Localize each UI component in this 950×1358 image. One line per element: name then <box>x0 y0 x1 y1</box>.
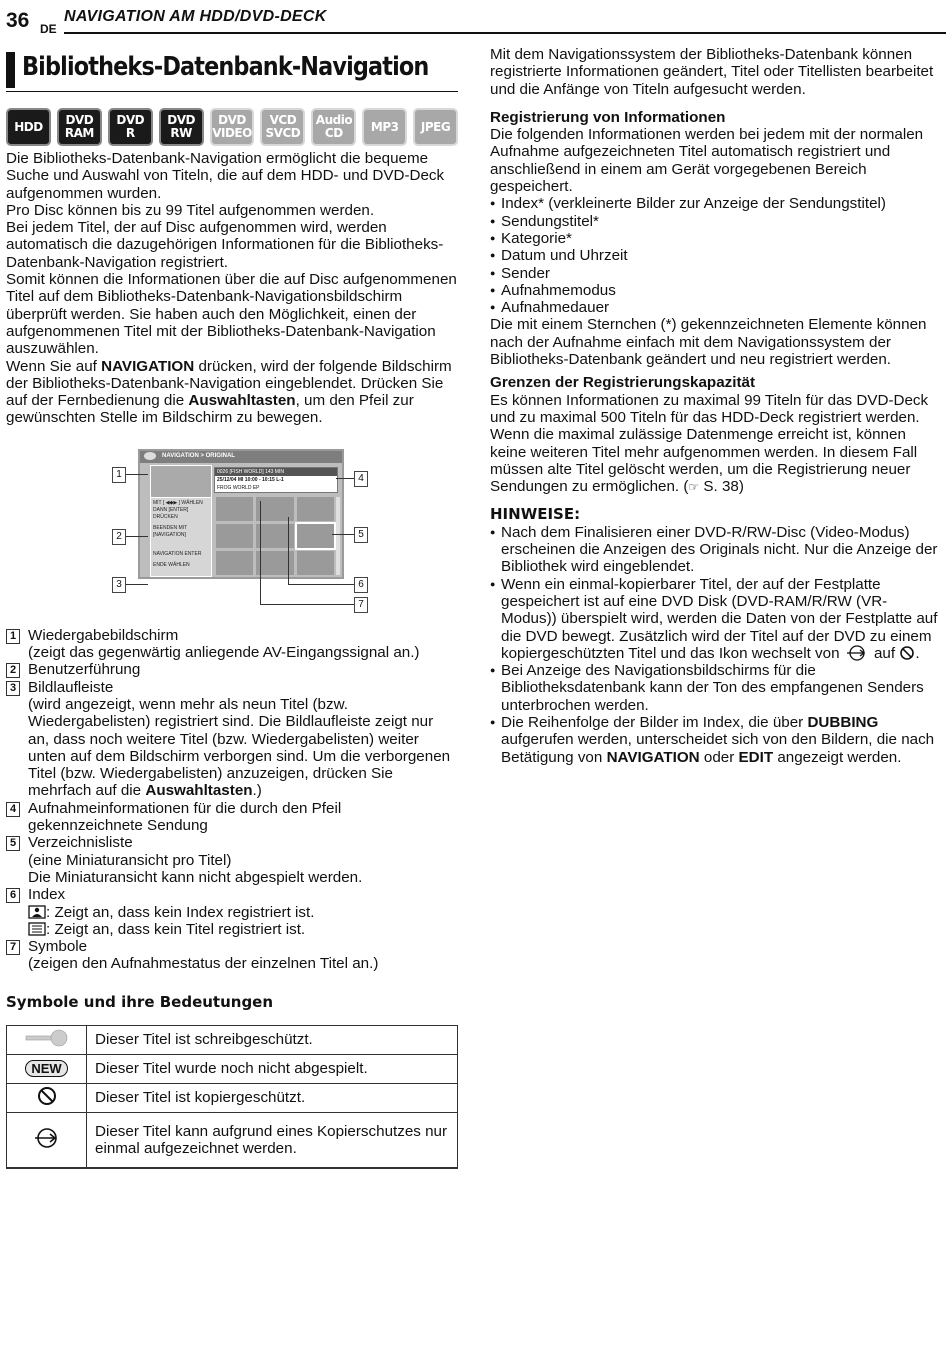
list-item: ● Datum und Uhrzeit <box>490 247 942 264</box>
legend-number: 2 <box>6 663 20 678</box>
guide-line-3: NAVIGATION ENTER <box>153 550 202 557</box>
legend-item-7 <box>6 938 458 973</box>
badge-dvd-video <box>210 108 255 146</box>
legend-text: Aufnahmeinformationen für die durch den Pfeil gekennzeichnete Sendung <box>28 799 342 835</box>
legend-text: Bildlaufleiste <box>28 678 114 696</box>
badge-vcd-svcd-label: VCD SVCD <box>265 113 301 140</box>
index-no-title-line <box>28 921 458 938</box>
p5-selection-keys: Auswahltasten <box>188 392 296 410</box>
title-bar <box>6 52 15 88</box>
guide-line-2: BEENDEN MIT [NAVIGATION] <box>153 524 188 538</box>
thumbnail-selected[interactable] <box>297 524 334 548</box>
user-guide-box <box>150 497 212 577</box>
registration-text: Die folgenden Informationen werden bei jedem mit der normalen Aufnahme aufgezeichneten Titel automatisch registriert und anschließend in einem am Gerät vorgegebenen Bereich gespeichert. <box>490 126 924 196</box>
legend-text: (zeigen den Aufnahmestatus der einzelnen Titel an.) <box>28 955 379 973</box>
symbol-cell <box>7 1112 87 1168</box>
callout-1: 1 <box>112 467 126 483</box>
table-row <box>7 1025 458 1054</box>
screen-header-text: NAVIGATION > ORIGINAL <box>162 452 235 459</box>
note-2-text-b: auf <box>869 644 900 662</box>
thumbnail[interactable] <box>297 551 334 575</box>
legend-text: Die Miniaturansicht kann nicht abgespielt werden. <box>28 868 363 886</box>
capacity-text-main: Es können Informationen zu maximal 99 Titeln für das DVD-Deck und zu maximal 500 Titeln für das HDD-Deck registriert werden. Wenn die maximal zulässige Datenmenge erreicht ist, können keine weiteren Titel mehr aufgenommen werden. In diesem Fall müssen alte Titel gelöscht werden, um die Registrierung neuer Sendungen zu ermöglichen. ( <box>490 391 929 496</box>
table-row <box>7 1083 458 1112</box>
legend-number: 7 <box>6 940 20 955</box>
leader-6 <box>288 584 354 585</box>
legend-text: Benutzerführung <box>28 661 141 679</box>
callout-5: 5 <box>354 527 368 543</box>
new-icon: NEW <box>25 1060 67 1077</box>
legend-text: (eine Miniaturansicht pro Titel) <box>28 851 232 869</box>
symbol-cell <box>7 1025 87 1054</box>
left-column <box>6 46 458 1169</box>
symbol-description: Dieser Titel ist kopiergeschützt. <box>87 1083 458 1112</box>
guide-line-4: ENDE WÄHLEN <box>153 561 190 568</box>
symbol-cell <box>7 1083 87 1112</box>
leader-7 <box>260 604 354 605</box>
no-index-icon <box>28 905 46 919</box>
table-row <box>7 1112 458 1168</box>
right-intro: Mit dem Navigationssystem der Bibliotheks-Datenbank können registrierte Informationen geändert, Titel oder Titellisten bearbeitet und die Anfänge von Titeln aufgesucht werden. <box>490 46 934 98</box>
note-4-text-a: Die Reihenfolge der Bilder im Index, die über <box>501 713 808 731</box>
leader-5 <box>332 534 354 535</box>
legend-number: 4 <box>6 802 20 817</box>
disc-badges <box>6 108 458 146</box>
section-title: NAVIGATION AM HDD/DVD-DECK <box>64 8 327 25</box>
list-item: ● Sendungstitel* <box>490 213 942 230</box>
list-item: ● Sender <box>490 265 942 282</box>
thumbnail-grid <box>216 497 334 575</box>
registration-note: Die mit einem Sternchen (*) gekennzeichneten Elemente können nach der Aufnahme einfach mit dem Navigationssystem der Bibliotheks-Datenbank geändert und neu registriert werden. <box>490 316 927 369</box>
capacity-page-ref: S. 38) <box>699 478 744 496</box>
legend-text: (zeigt das gegenwärtig anliegende AV-Eingangssignal an.) <box>28 644 420 662</box>
main-title-block <box>6 46 458 92</box>
badge-dvd-r-label: DVD R <box>116 113 145 140</box>
legend-item-2 <box>6 661 458 678</box>
note-2-text-a: Wenn ein einmal-kopierbarer Titel, der auf der Festplatte gespeichert ist auf eine DVD Disk (DVD-RAM/R/RW (VR-Modus)) überspielt wird, werden die Daten von der Festplatte auf die DVD bewegt. Zusätzlich wird der Titel auf der DVD zu einem kopiergeschützten Titel und das Ikon wechselt von <box>501 575 938 662</box>
intro-paragraph-5 <box>6 358 458 427</box>
info-box <box>214 467 338 493</box>
legend-text: : Zeigt an, dass kein Titel registriert ist. <box>46 920 306 938</box>
symbol-description: Dieser Titel kann aufgrund eines Kopierschutzes nur einmal aufgezeichnet werden. <box>87 1112 458 1168</box>
scroll-bar[interactable] <box>336 497 340 575</box>
info-row-3: FROG WORLD EP <box>217 484 260 491</box>
callout-3: 3 <box>112 577 126 593</box>
leader-6-vertical <box>288 517 289 585</box>
badge-hdd: HDD <box>6 108 51 146</box>
right-column <box>490 46 942 766</box>
list-item: ● Aufnahmemodus <box>490 282 942 299</box>
page-title: Bibliotheks-Datenbank-Navigation <box>22 52 429 82</box>
callout-7: 7 <box>354 597 368 613</box>
p5-navigation-key: NAVIGATION <box>101 357 195 375</box>
note-item-1: ● Nach dem Finalisieren einer DVD-R/RW-Disc (Video-Modus) erscheinen die Anzeigen des Originals nicht. Nur die Anzeige der Bibliothek wird eingeblendet. <box>490 524 942 576</box>
symbols-table <box>6 1025 458 1170</box>
note-2-text-c: . <box>915 644 920 662</box>
badge-dvd-rw <box>159 108 204 146</box>
symbol-description: Dieser Titel ist schreibgeschützt. <box>87 1025 458 1054</box>
note-4-navigation: NAVIGATION <box>606 748 700 766</box>
table-row <box>7 1054 458 1083</box>
guide-line-1: MIT [ ◀◆▶ ] WÄHLEN DANN [ENTER] DRÜCKEN <box>153 499 203 520</box>
legend-item-4 <box>6 800 458 835</box>
callout-4: 4 <box>354 471 368 487</box>
legend-item-5 <box>6 834 458 886</box>
intro-paragraph-1: Die Bibliotheks-Datenbank-Navigation ermöglicht die bequeme Suche und Auswahl von Titeln, die auf dem HDD- und DVD-Deck aufgenommen wurden. <box>6 150 445 202</box>
legend-number: 6 <box>6 888 20 903</box>
intro-paragraph-4: Somit können die Informationen über die auf Disc aufgenommenen Titel auf dem Bibliotheks-Datenbank-Navigationsbildschirm überprüft werden. Sie haben auch den Möglichkeit, einen der aufgenommenen Titel mit der Bibliotheks-Datenbank-Navigation auszuwählen. <box>6 271 457 358</box>
leader-1 <box>126 474 148 475</box>
legend-text: : Zeigt an, dass kein Index registriert ist. <box>46 903 315 921</box>
no-title-icon <box>28 922 46 936</box>
language-code: DE <box>40 22 57 36</box>
figure-legend <box>6 627 458 973</box>
copy-once-icon <box>844 645 870 661</box>
leader-3 <box>126 584 148 585</box>
list-item: ● Aufnahmedauer <box>490 299 942 316</box>
legend-item-1 <box>6 627 458 662</box>
badge-dvd-ram-label: DVD RAM <box>64 113 94 140</box>
note-4-text-c: aufgerufen werden, unterscheidet sich von den Bildern, die nach Betätigung von <box>501 731 935 766</box>
leader-4 <box>336 478 354 479</box>
legend-text: Symbole <box>28 938 88 956</box>
notes-heading: HINWEISE: <box>490 505 581 524</box>
navigation-screen-figure <box>6 447 458 623</box>
legend-text: Index <box>28 886 66 904</box>
badge-vcd-svcd <box>260 108 305 146</box>
note-4-text-e: oder <box>699 748 739 766</box>
thumbnail[interactable] <box>297 497 334 521</box>
note-item-3: ● Bei Anzeige des Navigationsbildschirms für die Bibliotheksdatenbank kann der Ton des empfangenen Senders unterbrochen werden. <box>490 662 942 714</box>
legend-text: Wiedergabebildschirm <box>28 626 179 644</box>
note-item-2 <box>490 576 942 662</box>
legend-item-6 <box>6 886 458 938</box>
legend-item-3 <box>6 679 458 800</box>
list-item: ● Kategorie* <box>490 230 942 247</box>
no-copy-icon <box>37 1086 57 1106</box>
intro-paragraph-3: Bei jedem Titel, der auf Disc aufgenommen wird, werden automatisch die dazugehörigen Informationen für die Bibliotheks-Datenbank-Navigation registriert. <box>6 219 444 271</box>
capacity-heading: Grenzen der Registrierungskapazität <box>490 374 756 392</box>
legend-text: Verzeichnisliste <box>28 834 133 852</box>
copy-once-icon <box>29 1127 65 1149</box>
p5-text-a: Wenn Sie auf <box>6 357 102 375</box>
leader-2 <box>126 536 148 537</box>
note-4-edit: EDIT <box>738 748 774 766</box>
info-row-1: 0026 [FISH WORLD] 143 MIN <box>215 468 337 476</box>
page-reference-icon: ☞ <box>688 480 700 495</box>
badge-dvd-ram <box>57 108 102 146</box>
thumbnail[interactable] <box>216 524 253 548</box>
legend-bold: Auswahltasten <box>145 782 253 800</box>
legend-number: 1 <box>6 629 20 644</box>
note-4-text-g: angezeigt werden. <box>773 748 902 766</box>
key-icon <box>24 1028 70 1048</box>
symbols-heading: Symbole und ihre Bedeutungen <box>6 992 274 1011</box>
index-no-index-line <box>28 904 458 921</box>
screen-header-bar <box>140 451 342 463</box>
note-item-4 <box>490 714 942 766</box>
page-header <box>6 6 946 36</box>
navigation-screen <box>138 449 344 579</box>
p5-text-c: drücken, wird der folgende Bildschirm der Bibliotheks-Datenbank-Navigation eingeblendet. Drücken Sie auf der Fernbedienung die <box>6 357 452 410</box>
thumbnail[interactable] <box>216 551 253 575</box>
badge-mp3: MP3 <box>362 108 407 146</box>
callout-6: 6 <box>354 577 368 593</box>
callout-2: 2 <box>112 529 126 545</box>
registration-heading: Registrierung von Informationen <box>490 108 726 126</box>
symbol-description: Dieser Titel wurde noch nicht abgespielt. <box>87 1054 458 1083</box>
disc-icon <box>144 452 156 460</box>
legend-number: 3 <box>6 681 20 696</box>
intro-paragraph-2: Pro Disc können bis zu 99 Titel aufgenommen werden. <box>6 201 375 219</box>
p5-text-e: , um den Pfeil zur gewünschten Stelle im Bildschirm zu bewegen. <box>6 392 414 427</box>
symbol-cell <box>7 1054 87 1083</box>
info-row-2: 25/12/04 MI 10:00 - 10:15 L-1 <box>217 476 284 483</box>
page-number: 36 <box>6 9 30 32</box>
badge-jpeg: JPEG <box>413 108 458 146</box>
legend-text-part: .) <box>252 782 262 800</box>
note-4-dubbing: DUBBING <box>807 713 879 731</box>
leader-7-vertical <box>260 501 261 605</box>
legend-text-part: (wird angezeigt, wenn mehr als neun Titel (bzw. Wiedergabelisten) registriert sind. Die Bildlaufleiste zeigt nur an, dass noch weitere Titel (bzw. Wiedergabelisten) weiter unten auf dem Bildschirm verborgen sind. Um die verborgenen Titel (bzw. Wiedergabelisten) anzuzeigen, drücken Sie mehrfach auf die <box>28 695 451 800</box>
badge-dvd-rw-label: DVD RW <box>167 113 195 140</box>
badge-audio-cd-label: Audio CD <box>315 113 353 140</box>
header-rule <box>64 32 946 34</box>
legend-text <box>28 696 458 800</box>
badge-dvd-video-label: DVD VIDEO <box>212 113 252 140</box>
capacity-text <box>490 392 942 497</box>
no-copy-icon <box>899 645 915 661</box>
list-item: ● Index* (verkleinerte Bilder zur Anzeige der Sendungstitel) <box>490 195 942 212</box>
badge-audio-cd <box>311 108 356 146</box>
legend-number: 5 <box>6 836 20 851</box>
thumbnail[interactable] <box>216 497 253 521</box>
badge-dvd-r <box>108 108 153 146</box>
